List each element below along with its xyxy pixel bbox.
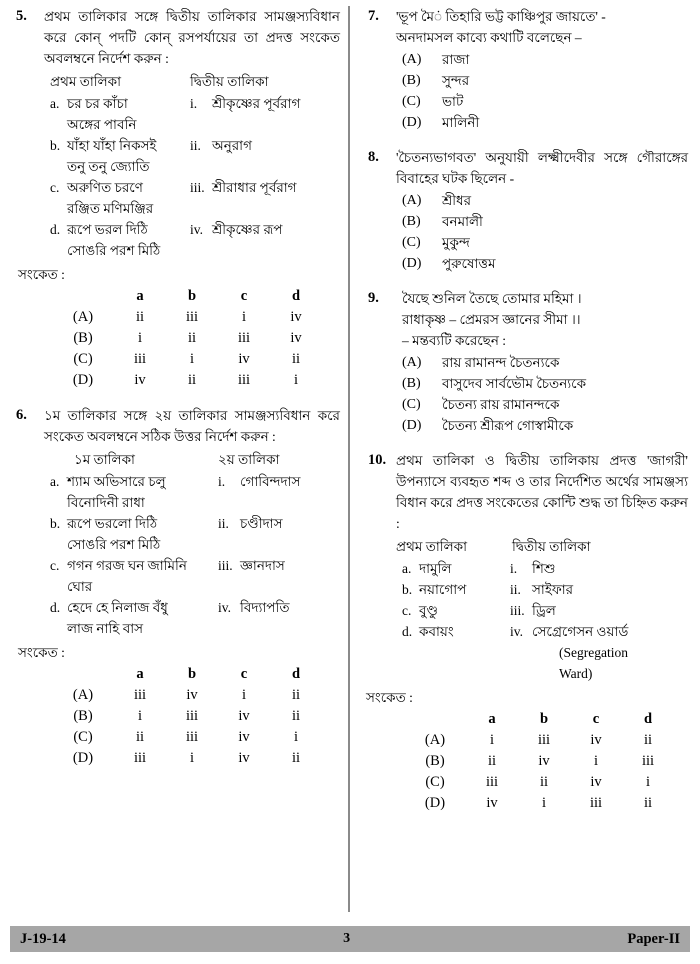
roman-label: iii. — [190, 180, 205, 195]
item-label: d. — [50, 600, 61, 615]
verse-block — [396, 288, 688, 351]
left-item — [50, 471, 218, 492]
key-value-b: i — [189, 351, 195, 367]
question-stem: প্রথম তালিকার সঙ্গে দ্বিতীয় তালিকার সামঞ্জস্যবিধান করে কোন্ পদটি কোন্ রসপর্যায়ের তা প্রদত্ত সংকেত অবলম্বনে নির্দেশ করুন : — [44, 9, 340, 66]
right-item — [218, 555, 340, 576]
key-value-d: iv — [290, 330, 302, 346]
option-label: (D) — [424, 795, 446, 811]
question-body — [18, 6, 340, 391]
key-option-row[interactable] — [44, 727, 340, 748]
left-item — [402, 621, 510, 642]
key-value-a: i — [137, 330, 143, 346]
key-value-c: i — [241, 309, 247, 325]
key-value-b: i — [541, 795, 547, 811]
key-value-c: i — [593, 753, 599, 769]
left-item — [50, 135, 190, 156]
option-row[interactable] — [402, 415, 688, 436]
item-label: d. — [402, 624, 413, 639]
left-item-continuation — [44, 156, 340, 177]
key-option-row[interactable] — [44, 370, 340, 391]
left-item — [50, 93, 190, 114]
option-label: (B) — [402, 214, 421, 229]
option-text: সুন্দর — [442, 73, 470, 88]
key-header-row — [44, 664, 340, 685]
option-text: পুরুষোত্তম — [442, 256, 496, 271]
key-value-d: ii — [291, 687, 301, 703]
option-row[interactable] — [402, 232, 688, 253]
question-body — [396, 147, 688, 274]
left-item — [50, 597, 218, 618]
match-row — [44, 93, 340, 114]
verse-line-1: যৈছে শুনিল তৈছে তোমার মহিমা । — [402, 291, 582, 306]
option-label: (C) — [402, 397, 421, 412]
options-list — [396, 190, 688, 274]
item-text: রূপে ভরলো দিঠি — [67, 516, 158, 531]
item-label: b. — [402, 582, 413, 597]
key-value-d: i — [293, 372, 299, 388]
left-item-continuation — [44, 114, 340, 135]
option-row[interactable] — [402, 373, 688, 394]
option-text: মালিনী — [442, 115, 480, 130]
option-text: চৈতন্য রায় রামানন্দকে — [442, 397, 560, 412]
match-row — [44, 219, 340, 240]
key-value-a: iv — [486, 795, 498, 811]
right-item — [218, 471, 340, 492]
item-text: শ্রীকৃষ্ণের রূপ — [212, 222, 283, 237]
key-option-row[interactable] — [396, 793, 688, 814]
item-text: সাইফার — [532, 582, 574, 597]
left-item — [402, 600, 510, 621]
option-label: (C) — [425, 774, 445, 790]
sanket-label: সংকেত : — [366, 690, 413, 705]
item-text: কবায়ং — [419, 624, 454, 639]
roman-label: iv. — [190, 222, 203, 237]
match-row — [396, 600, 688, 621]
item-text: রূপে ভরল দিঠি — [67, 222, 148, 237]
left-item — [402, 558, 510, 579]
match-row — [44, 513, 340, 534]
key-col-d: d — [291, 666, 301, 682]
match-row — [396, 558, 688, 579]
english-gloss-line2 — [396, 663, 688, 684]
item-text: চণ্ডীদাস — [240, 516, 283, 531]
item-text-line2: লাজ নাহি বাস — [67, 621, 144, 636]
key-value-a: ii — [135, 309, 145, 325]
column-divider — [348, 6, 350, 912]
item-text: শিশু — [532, 561, 556, 576]
roman-label: iii. — [510, 603, 525, 618]
item-text-line2: অঙ্গের পাবনি — [67, 117, 137, 132]
right-column — [348, 6, 696, 916]
item-label: c. — [50, 558, 60, 573]
key-header-row — [44, 286, 340, 307]
key-value-c: iv — [238, 750, 250, 766]
question-body — [396, 288, 688, 436]
item-text-line2: সোঙরি পরশ মিঠি — [67, 243, 161, 258]
key-value-a: iii — [485, 774, 499, 790]
match-row — [44, 471, 340, 492]
roman-label: iii. — [218, 558, 233, 573]
item-label: d. — [50, 222, 61, 237]
question-number: 5. — [16, 8, 27, 24]
verse-line-2: রাধাকৃষ্ণ – প্রেমরস জ্ঞানের সীমা ।। — [402, 312, 581, 327]
right-item — [218, 597, 340, 618]
item-text-line2: ঘোর — [67, 579, 93, 594]
key-value-c: iv — [238, 351, 250, 367]
left-item-continuation — [44, 534, 340, 555]
key-value-a: i — [137, 708, 143, 724]
question-number: 7. — [368, 8, 379, 24]
key-value-a: i — [489, 732, 495, 748]
list1-header: প্রথম তালিকা — [50, 74, 122, 89]
key-value-c: iii — [237, 372, 251, 388]
key-value-b: i — [189, 750, 195, 766]
item-text: চর চর কাঁচা — [67, 96, 128, 111]
key-value-a: iii — [133, 351, 147, 367]
key-option-row[interactable] — [396, 730, 688, 751]
item-text-line2: সোঙরি পরশ মিঠি — [67, 537, 161, 552]
key-option-row[interactable] — [44, 706, 340, 727]
key-value-b: iii — [185, 729, 199, 745]
item-text: শ্রীরাধার পূর্বরাগ — [212, 180, 297, 195]
key-option-row[interactable] — [44, 748, 340, 769]
option-row[interactable] — [402, 91, 688, 112]
match-rows — [396, 558, 688, 684]
english-gloss-text: Ward) — [559, 666, 593, 681]
match-row — [44, 177, 340, 198]
option-label: (A) — [424, 732, 446, 748]
left-item-continuation — [44, 198, 340, 219]
key-col-b: b — [187, 288, 197, 304]
page-footer — [10, 926, 690, 952]
match-row — [396, 579, 688, 600]
options-list — [396, 352, 688, 436]
question-number: 10. — [368, 452, 387, 468]
option-label: (D) — [402, 115, 422, 130]
key-value-b: iii — [185, 708, 199, 724]
key-option-row[interactable] — [44, 328, 340, 349]
right-item — [510, 579, 688, 600]
item-text: ড্রিল — [532, 603, 556, 618]
left-item — [50, 177, 190, 198]
key-col-a: a — [488, 711, 496, 727]
option-row[interactable] — [402, 112, 688, 133]
option-label: (B) — [402, 73, 421, 88]
match-rows — [44, 471, 340, 639]
option-label: (C) — [73, 729, 93, 745]
option-row[interactable] — [402, 190, 688, 211]
option-label: (B) — [402, 376, 421, 391]
option-label: (D) — [72, 750, 94, 766]
key-value-d: ii — [291, 351, 301, 367]
list2-header: দ্বিতীয় তালিকা — [512, 539, 591, 554]
verse-attribution: – মন্তব্যটি করেছেন : — [402, 333, 507, 348]
english-gloss-text: (Segregation — [559, 645, 628, 660]
list2-header: ২য় তালিকা — [218, 452, 280, 467]
item-label: b. — [50, 516, 61, 531]
option-label: (A) — [402, 193, 422, 208]
item-label: a. — [402, 561, 412, 576]
question-number: 9. — [368, 290, 379, 306]
roman-label: iv. — [218, 600, 231, 615]
key-col-c: c — [240, 288, 248, 304]
left-column — [0, 6, 348, 916]
option-text: ভাট — [442, 94, 464, 109]
question-stem: 'চৈতন্যভাগবত' অনুযায়ী লক্ষ্মীদেবীর সঙ্গে গৌরাঙ্গের বিবাহের ঘটক ছিলেন - — [396, 150, 688, 186]
item-label: a. — [50, 474, 60, 489]
right-item — [190, 177, 340, 198]
item-text: গগন গরজ ঘন জামিনি — [67, 558, 187, 573]
question-10 — [362, 450, 688, 814]
key-value-b: ii — [187, 330, 197, 346]
option-label: (D) — [72, 372, 94, 388]
right-item — [510, 621, 688, 642]
option-label: (B) — [425, 753, 445, 769]
roman-label: ii. — [190, 138, 201, 153]
list1-header: প্রথম তালিকা — [396, 539, 468, 554]
right-item — [510, 558, 688, 579]
option-text: বনমালী — [442, 214, 483, 229]
key-value-d: ii — [291, 750, 301, 766]
left-item — [50, 555, 218, 576]
left-item-continuation — [44, 240, 340, 261]
key-value-a: iii — [133, 750, 147, 766]
key-value-d: ii — [291, 708, 301, 724]
option-label: (D) — [402, 256, 422, 271]
key-value-c: iv — [238, 708, 250, 724]
footer-paper-label: Paper-II — [627, 930, 680, 947]
question-number: 6. — [16, 407, 27, 423]
footer-code: J-19-14 — [20, 930, 66, 947]
key-col-d: d — [291, 288, 301, 304]
answer-key-table — [44, 286, 340, 391]
right-item — [190, 219, 340, 240]
option-label: (A) — [72, 309, 94, 325]
sanket-label: সংকেত : — [18, 267, 65, 282]
option-text: চৈতন্য শ্রীরূপ গোস্বামীকে — [442, 418, 574, 433]
item-label: c. — [402, 603, 412, 618]
roman-label: i. — [218, 474, 226, 489]
key-value-d: iv — [290, 309, 302, 325]
item-text: জ্ঞানদাস — [240, 558, 285, 573]
footer-page-number: 3 — [343, 931, 351, 946]
left-item-continuation — [44, 576, 340, 597]
option-label: (A) — [402, 355, 422, 370]
key-value-c: iv — [238, 729, 250, 745]
key-value-b: iii — [185, 309, 199, 325]
key-value-b: iii — [537, 732, 551, 748]
english-gloss-line1 — [396, 642, 688, 663]
key-value-b: iv — [186, 687, 198, 703]
key-value-d: iii — [641, 753, 655, 769]
key-col-d: d — [643, 711, 653, 727]
left-item — [50, 219, 190, 240]
option-label: (C) — [73, 351, 93, 367]
roman-label: ii. — [218, 516, 229, 531]
left-item-continuation — [44, 618, 340, 639]
roman-label: iv. — [510, 624, 523, 639]
option-text: শ্রীধর — [442, 193, 472, 208]
answer-key-table — [396, 709, 688, 814]
option-text: রাজা — [442, 52, 470, 67]
option-label: (C) — [402, 94, 421, 109]
question-body — [18, 405, 340, 769]
option-label: (B) — [73, 708, 93, 724]
question-number: 8. — [368, 149, 379, 165]
question-5 — [10, 6, 340, 391]
question-8 — [362, 147, 688, 274]
left-item — [50, 513, 218, 534]
key-value-c: iii — [589, 795, 603, 811]
key-value-d: ii — [643, 795, 653, 811]
list1-header: ১ম তালিকা — [74, 452, 135, 467]
key-value-b: iv — [538, 753, 550, 769]
item-text: অরুণিত চরণে — [67, 180, 143, 195]
item-label: a. — [50, 96, 60, 111]
option-label: (A) — [72, 687, 94, 703]
option-label: (B) — [73, 330, 93, 346]
item-text: বুণ্ডু — [419, 603, 438, 618]
match-rows — [44, 93, 340, 261]
question-stem: ১ম তালিকার সঙ্গে ২য় তালিকার সামঞ্জস্যবিধান করে সংকেত অবলম্বনে সঠিক উত্তর নির্দেশ করুন : — [44, 408, 340, 444]
roman-label: ii. — [510, 582, 521, 597]
item-label: c. — [50, 180, 60, 195]
match-list-headers — [44, 449, 340, 470]
key-value-a: ii — [487, 753, 497, 769]
key-col-a: a — [136, 666, 144, 682]
key-option-row[interactable] — [44, 349, 340, 370]
question-body — [396, 6, 688, 133]
option-label: (C) — [402, 235, 421, 250]
match-row — [44, 135, 340, 156]
list2-header: দ্বিতীয় তালিকা — [190, 74, 269, 89]
options-list — [396, 49, 688, 133]
key-col-b: b — [539, 711, 549, 727]
key-value-c: iii — [237, 330, 251, 346]
key-option-row[interactable] — [44, 307, 340, 328]
item-label: b. — [50, 138, 61, 153]
option-row[interactable] — [402, 70, 688, 91]
option-row[interactable] — [402, 211, 688, 232]
key-option-row[interactable] — [44, 685, 340, 706]
item-text: নয়াগোপ — [419, 582, 467, 597]
match-list-headers — [396, 536, 688, 557]
item-text: শ্রীকৃষ্ণের পূর্বরাগ — [212, 96, 301, 111]
item-text: বিদ্যাপতি — [240, 600, 290, 615]
answer-key-table — [44, 664, 340, 769]
match-list-headers — [44, 71, 340, 92]
item-text: হেদে হে নিলাজ বঁধু — [67, 600, 168, 615]
question-9 — [362, 288, 688, 436]
question-stem: প্রথম তালিকা ও দ্বিতীয় তালিকায় প্রদত্ত 'জাগরী' উপন্যাসে ব্যবহৃত শব্দ ও তার নির্দেশিত অর্থের সামঞ্জস্য বিধান করে প্রদত্ত সংকেতের কোন্টি শুদ্ধ তা চিহ্নিত করুন : — [396, 453, 688, 531]
left-item — [402, 579, 510, 600]
item-text-line2: বিনোদিনী রাধা — [67, 495, 145, 510]
item-text: যাঁহা যাঁহা নিকসই — [67, 138, 157, 153]
right-item — [218, 513, 340, 534]
key-col-c: c — [240, 666, 248, 682]
item-text: দামুলি — [419, 561, 452, 576]
sanket-label: সংকেত : — [18, 645, 65, 660]
option-row[interactable] — [402, 49, 688, 70]
match-row — [44, 597, 340, 618]
key-col-c: c — [592, 711, 600, 727]
key-value-b: ii — [187, 372, 197, 388]
option-row[interactable] — [402, 394, 688, 415]
key-value-a: ii — [135, 729, 145, 745]
key-value-c: iv — [590, 774, 602, 790]
key-option-row[interactable] — [396, 772, 688, 793]
right-item — [190, 93, 340, 114]
key-value-d: i — [293, 729, 299, 745]
question-stem-line2: অনদামসল কাব্যে কথাটি বলেছেন – — [396, 30, 582, 45]
item-text: সেগ্রেগেসন ওয়ার্ড — [532, 624, 629, 639]
option-row[interactable] — [402, 352, 688, 373]
match-row — [396, 621, 688, 642]
option-text: বাসুদেব সার্বভৌম চৈতন্যকে — [442, 376, 587, 391]
key-value-d: i — [645, 774, 651, 790]
key-option-row[interactable] — [396, 751, 688, 772]
key-header-row — [396, 709, 688, 730]
item-text: গোবিন্দদাস — [240, 474, 301, 489]
left-item-continuation — [44, 492, 340, 513]
question-7 — [362, 6, 688, 133]
key-value-d: ii — [643, 732, 653, 748]
key-value-c: i — [241, 687, 247, 703]
question-stem-line1: 'ভূপ মৈं তিহারি ভট্ট কাঞ্চিপুর জায়তে' - — [396, 9, 606, 24]
right-item — [190, 135, 340, 156]
right-item — [510, 600, 688, 621]
key-value-b: ii — [539, 774, 549, 790]
key-col-a: a — [136, 288, 144, 304]
option-label: (A) — [402, 52, 422, 67]
option-text: মুকুন্দ — [442, 235, 470, 250]
item-text-line2: রঞ্জিত মণিমঞ্জির — [67, 201, 154, 216]
option-text: রায় রামানন্দ চৈতন্যকে — [442, 355, 560, 370]
key-value-a: iv — [134, 372, 146, 388]
key-col-b: b — [187, 666, 197, 682]
item-text: অনুরাগ — [212, 138, 252, 153]
option-row[interactable] — [402, 253, 688, 274]
roman-label: i. — [510, 561, 518, 576]
key-value-a: iii — [133, 687, 147, 703]
question-6 — [10, 405, 340, 769]
match-row — [44, 555, 340, 576]
item-text-line2: তনু তনু জ্যোতি — [67, 159, 150, 174]
option-label: (D) — [402, 418, 422, 433]
roman-label: i. — [190, 96, 198, 111]
key-value-c: iv — [590, 732, 602, 748]
item-text: শ্যাম অভিসারে চলু — [67, 474, 166, 489]
